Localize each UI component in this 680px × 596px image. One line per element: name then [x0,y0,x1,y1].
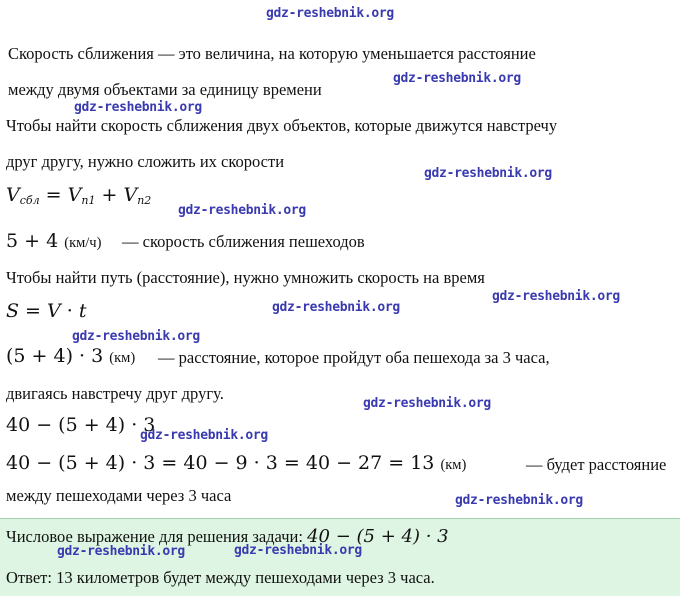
formula-remaining: 40 − (5 + 4) · 3 [6,414,156,436]
watermark: gdz-reshebnik.org [363,396,491,411]
watermark: gdz-reshebnik.org [178,203,306,218]
formula-closing-speed-text: $V_{сбл} = V_{n1} + V_{n2}$ [6,184,152,207]
watermark: gdz-reshebnik.org [57,544,185,559]
formula-full-calculation: 40 − (5 + 4) · 3 = 40 − 9 · 3 = 40 − 27 = 13 (км) [6,452,467,474]
text-line-9: — будет расстояние [526,455,667,474]
watermark: gdz-reshebnik.org [492,289,620,304]
text-line-1: Скорость сближения — это величина, на которую уменьшается расстояние [8,44,536,63]
text-line-8: двигаясь навстречу друг другу. [6,384,224,403]
watermark: gdz-reshebnik.org [140,428,268,443]
answer-text: Ответ: 13 километров будет между пешеходами через 3 часа. [6,568,435,587]
formula-path-text: S = V · t [6,300,87,322]
watermark: gdz-reshebnik.org [424,166,552,181]
answer-expression-row [6,526,449,547]
text-line-6: Чтобы найти путь (расстояние), нужно умножить скорость на время [6,268,485,287]
watermark: gdz-reshebnik.org [272,300,400,315]
text-line-7: — расстояние, которое пройдут оба пешехода за 3 часа, [158,348,550,367]
text-line-3: Чтобы найти скорость сближения двух объектов, которые движутся навстречу [6,116,558,135]
text-line-5: — скорость сближения пешеходов [122,232,365,251]
formula-path [6,300,87,322]
text-line-10: между пешеходами через 3 часа [6,486,232,505]
watermark: gdz-reshebnik.org [266,6,394,21]
watermark: gdz-reshebnik.org [234,543,362,558]
text-line-4: друг другу, нужно сложить их скорости [6,152,285,171]
formula-closing-speed [6,184,151,207]
formula-closing-speed-value: 5 + 4 (км/ч) [6,230,102,252]
watermark: gdz-reshebnik.org [74,100,202,115]
answer-expression: 40 − (5 + 4) · 3 [307,526,449,547]
text-line-2: между двумя объектами за единицу времени [8,80,322,99]
watermark: gdz-reshebnik.org [393,71,521,86]
answer-expression-label: Числовое выражение для решения задачи: [6,527,303,546]
watermark: gdz-reshebnik.org [72,329,200,344]
formula-distance: (5 + 4) · 3 (км) [6,345,136,367]
watermark: gdz-reshebnik.org [455,493,583,508]
